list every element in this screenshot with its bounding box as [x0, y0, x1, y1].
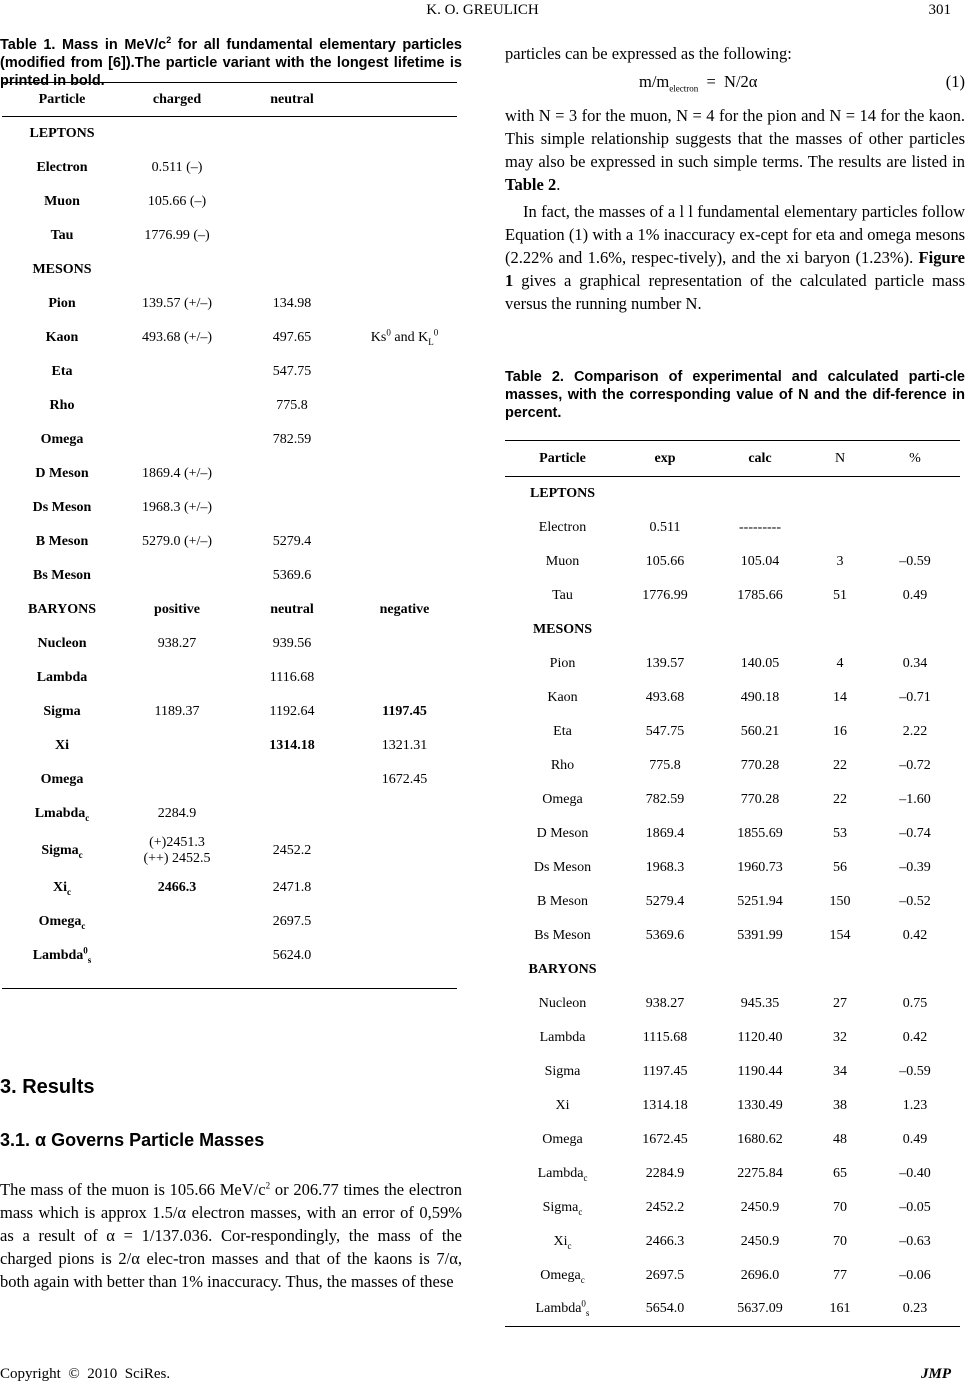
section-3-1-heading: 3.1. α Governs Particle Masses — [0, 1130, 265, 1150]
table-row: Lambda 1116.68 — [36, 669, 315, 685]
table-row: Tau 1776.99 1785.66 51 0.49 — [552, 587, 928, 603]
table2-caption: Table 2. Comparison of experimental and calculated parti-cle masses, with the corresponding value of N and the dif-ference in percent. — [505, 369, 965, 421]
footer-copyright: Copyright © 2010 SciRes. — [0, 1366, 171, 1382]
table-row: Sigma$_c$ 2452.2 2450.9 70 –0.05 — [542, 1199, 931, 1217]
table-row: Omega$_c$ 2697.5 2696.0 77 –0.06 — [540, 1267, 931, 1285]
table-row: Bs Meson 5369.6 5391.99 154 0.42 — [534, 927, 928, 943]
table-row: Lmabda$_c$ 2284.9 — [34, 805, 197, 823]
table-row: BARYONS — [528, 961, 597, 977]
table-row: Lambda$^0_s$ 5624.0 — [32, 944, 312, 965]
table-row: B Meson 5279.4 5251.94 150 –0.52 — [537, 893, 931, 909]
table-row: Tau 1776.99 (–) — [50, 227, 210, 243]
table-row: Omega$_c$ 2697.5 — [38, 913, 312, 931]
table-row: Sigma 1189.37 1192.64 1197.45 — [43, 703, 427, 719]
table1-caption: Table 1. Mass in MeV/$c^2$ for all fundamental elementary particles (modified from [6]).The particle variant with the longest lifetime is printed in bold. — [0, 35, 462, 89]
footer-journal: JMP — [921, 1366, 951, 1382]
equation-1: $m/m_{electron} = N/2\alpha$ (1) — [639, 72, 965, 94]
table-row: Electron 0.511 --------- — [538, 519, 781, 535]
kaon-note: Ks$^0$ and $K_L^0$ — [370, 326, 439, 347]
table-row: Electron 0.511 (–) — [36, 159, 203, 175]
table-row: Lambda$^0_s$ 5654.0 5637.09 161 0.23 — [535, 1298, 928, 1319]
table-row: Sigma$_c$ (+)2451.3 (++) 2452.5 2452.2 — [41, 834, 312, 866]
table-row: Eta 547.75 560.21 16 2.22 — [553, 723, 928, 739]
table-row: Omega 782.59 — [40, 431, 312, 447]
running-header-author: K. O. GREULICH — [426, 2, 539, 18]
intro-text: particles can be expressed as the following: — [505, 44, 792, 63]
table-row: Kaon 493.68 (+/–) 497.65 Ks$^0$ and $K_L^0$ — [2, 321, 457, 355]
table-row: Omega 1672.45 — [40, 771, 428, 787]
table-header-row: Particle charged neutral — [2, 83, 457, 117]
table-row: B Meson 5279.0 (+/–) 5279.4 — [35, 533, 312, 549]
table-row: LEPTONS — [2, 117, 457, 151]
table-row: Muon 105.66 105.04 3 –0.59 — [545, 553, 931, 569]
table-row: Sigma 1197.45 1190.44 34 –0.59 — [544, 1063, 931, 1079]
table-row: Ds Meson 1968.3 (+/–) — [32, 499, 213, 515]
table-row: Nucleon 938.27 939.56 — [37, 635, 312, 651]
paragraph-2: In fact, the masses of a l l fundamental elementary particles follow Equation (1) with a 1% inaccuracy ex-cept for eta and omega mesons (2.22% and 1.6%, respec-tively), and the xi baryon (1.23%). Figure 1 gives a graphical representation of the calculated particle mass versus the running number N. — [505, 202, 965, 313]
paragraph-1: with N = 3 for the muon, N = 4 for the pion and N = 14 for the kaon. This simple relationship suggests that the masses of other particles may also be expressed in such simple terms. The results are listed in Table 2. — [505, 106, 965, 194]
results-paragraph: The mass of the muon is 105.66 MeV/$c^2$ or 206.77 times the electron mass which is approx 1.5/α electron masses, with an error of 0,59% as a result of α = 1/137.036. Cor-respondingly, the mass of the charged pions is 2/α elec-tron masses and that of the kaons is 7/α, both again with better than 1% inaccuracy. Thus, the masses of these — [0, 1180, 462, 1291]
right-column — [505, 42, 965, 1319]
table-row: MESONS — [532, 621, 593, 637]
table-row: $Xi_c$ 2466.3 2450.9 70 –0.63 — [553, 1233, 931, 1251]
table-row: LEPTONS — [505, 477, 960, 511]
table-row: Omega 782.59 770.28 22 –1.60 — [542, 791, 931, 807]
table-row: $Xi_c$ 2466.3 2471.8 — [53, 879, 312, 897]
table-row: D Meson 1869.4 (+/–) — [35, 465, 213, 481]
table1 — [2, 82, 457, 990]
section-3-heading: 3. Results — [0, 1076, 95, 1098]
table-row: Bs Meson 5369.6 — [33, 567, 312, 583]
table2 — [505, 440, 960, 1328]
table-row: Xi 1314.18 1321.31 — [55, 737, 428, 753]
table-row: Lambda 1115.68 1120.40 32 0.42 — [539, 1029, 928, 1045]
table-row: Omega 1672.45 1680.62 48 0.49 — [542, 1131, 928, 1147]
table-row: Xi 1314.18 1330.49 38 1.23 — [555, 1097, 928, 1113]
table-row: Muon 105.66 (–) — [44, 193, 207, 209]
table-row: BARYONS positive neutral negative — [28, 601, 430, 617]
table-header-row: Particle exp calc N % — [505, 441, 960, 477]
table-row: Ds Meson 1968.3 1960.73 56 –0.39 — [533, 859, 931, 875]
table-row: Lambda$_c$ 2284.9 2275.84 65 –0.40 — [537, 1165, 931, 1183]
page-number: 301 — [928, 2, 951, 18]
table-row: Rho 775.8 — [49, 397, 308, 413]
table-row: MESONS — [32, 261, 92, 277]
table-row: Pion 139.57 (+/–) 134.98 — [48, 295, 312, 311]
table-row: Kaon 493.68 490.18 14 –0.71 — [547, 689, 931, 705]
table-row: D Meson 1869.4 1855.69 53 –0.74 — [536, 825, 931, 841]
table-row: Nucleon 938.27 945.35 27 0.75 — [538, 995, 928, 1011]
table-row: Rho 775.8 770.28 22 –0.72 — [550, 757, 931, 773]
table-row: Pion 139.57 140.05 4 0.34 — [549, 655, 928, 671]
table-row: Eta 547.75 — [51, 363, 312, 379]
